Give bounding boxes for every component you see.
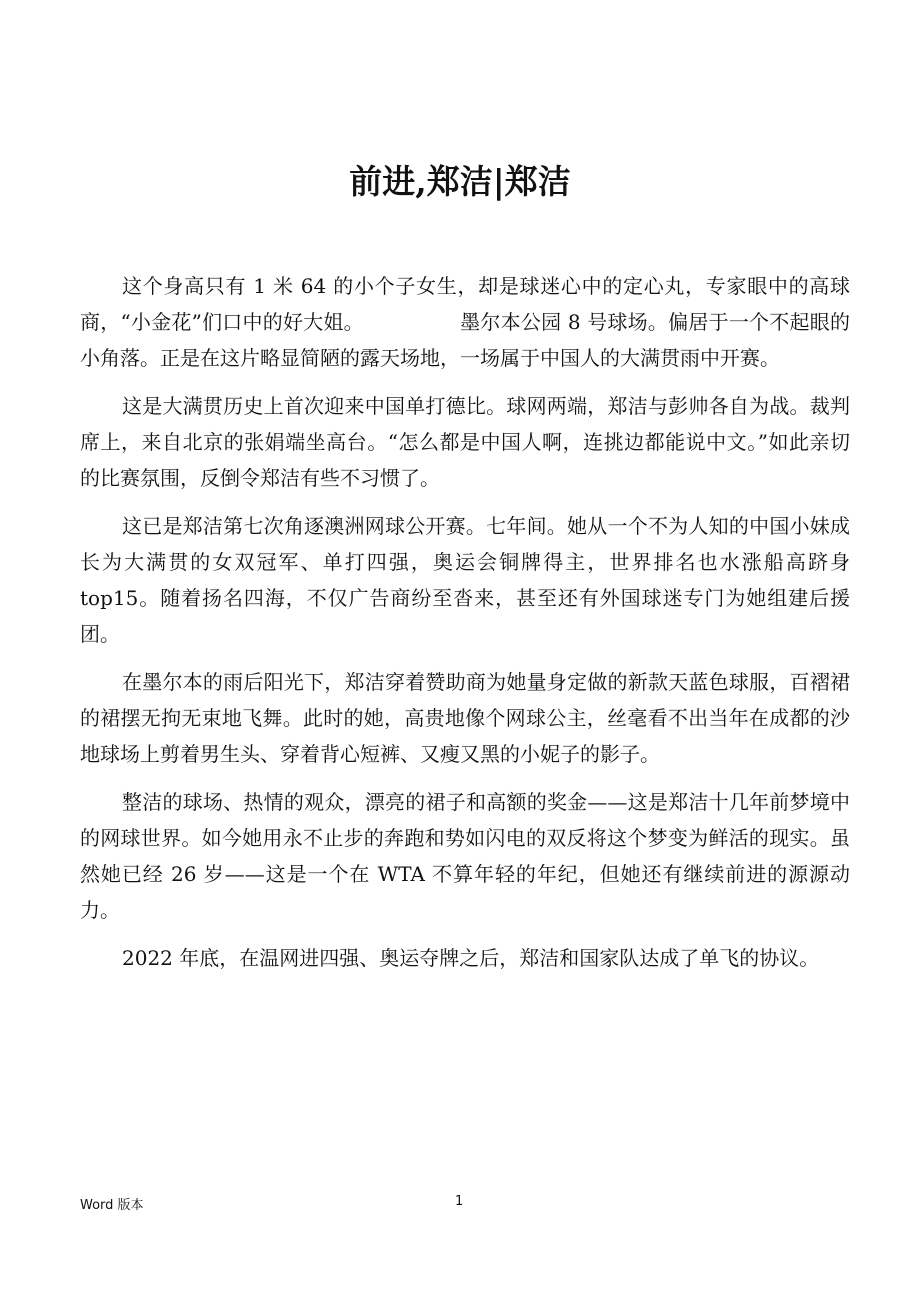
document-body: [80, 268, 850, 988]
paragraph-2: 这是大满贯历史上首次迎来中国单打德比。球网两端，郑洁与彭帅各自为战。裁判席上，来自北京的张娟端坐高台。“怎么都是中国人啊，连挑边都能说中文。”如此亲切的比赛氛围，反倒令郑洁有些不习惯了。: [80, 394, 850, 490]
paragraph-1-part-1: 这个身高只有 1 米 64 的小个子女生，却是球迷心中的定心丸，专家眼中的高球商，“小金花”们口中的好大姐。: [80, 274, 850, 334]
paragraph-1: [80, 268, 850, 376]
document-title: 前进,郑洁|郑洁: [349, 162, 571, 202]
page-number: 1: [455, 1194, 464, 1209]
paragraph-3: 这已是郑洁第七次角逐澳洲网球公开赛。七年间。她从一个不为人知的中国小妹成长为大满贯的女双冠军、单打四强，奥运会铜牌得主，世界排名也水涨船高跻身 top15。随着扬名四海，不仅广告商纷至沓来，甚至还有外国球迷专门为她组建后援团。: [80, 514, 850, 646]
paragraph-6: 2022 年底，在温网进四强、奥运夺牌之后，郑洁和国家队达成了单飞的协议。: [122, 946, 820, 970]
footer-label: Word 版本: [80, 1198, 144, 1213]
paragraph-1-part-2: 墨尔本公园 8 号球场。偏居于一个不起眼的小角落。正是在这片略显简陋的露天场地，一场属于中国人的大满贯雨中开赛。: [80, 310, 850, 370]
paragraph-5: 整洁的球场、热情的观众，漂亮的裙子和高额的奖金——这是郑洁十几年前梦境中的网球世界。如今她用永不止步的奔跑和势如闪电的双反将这个梦变为鲜活的现实。虽然她已经 26 岁——这是一个在 WTA 不算年轻的年纪，但她还有继续前进的源源动力。: [80, 790, 850, 922]
paragraph-4: 在墨尔本的雨后阳光下，郑洁穿着赞助商为她量身定做的新款天蓝色球服，百褶裙的裙摆无拘无束地飞舞。此时的她，高贵地像个网球公主，丝毫看不出当年在成都的沙地球场上剪着男生头、穿着背心短裤、又瘦又黑的小妮子的影子。: [80, 670, 850, 766]
